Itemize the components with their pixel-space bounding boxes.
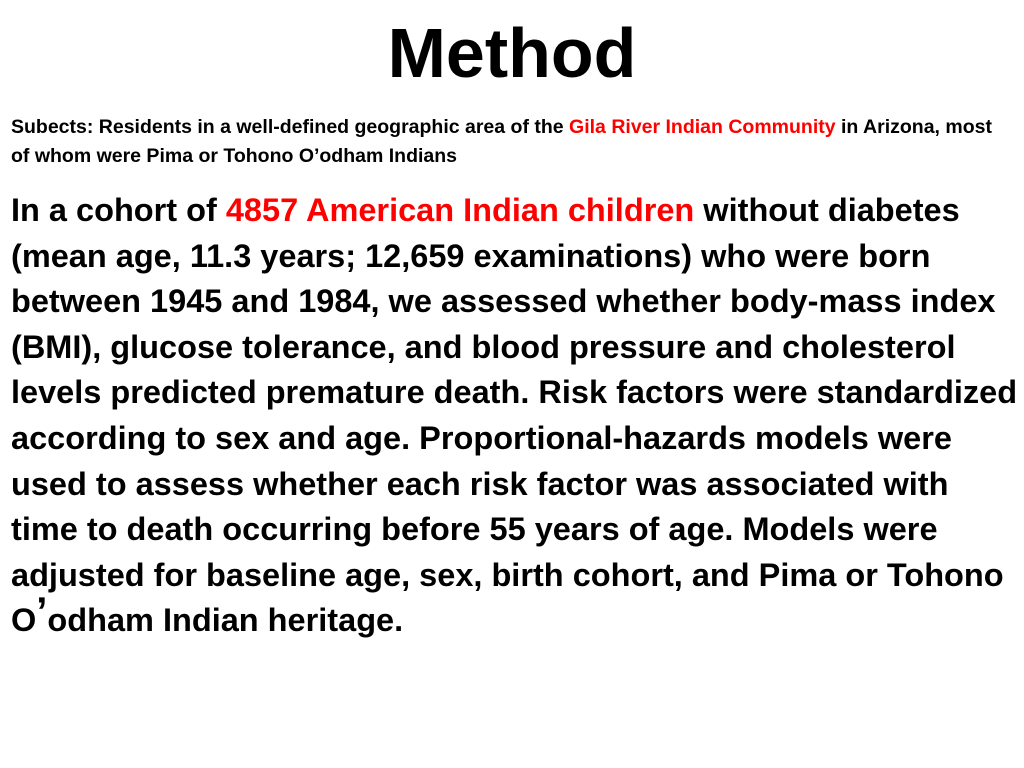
method-apostrophe: ’: [36, 590, 48, 635]
subjects-paragraph: [11, 113, 1011, 171]
subjects-highlight: Gila River Indian Community: [569, 116, 836, 138]
method-text-start: In a cohort of: [11, 192, 226, 228]
method-paragraph: [11, 188, 1019, 644]
subjects-text-end: in Arizona, most of whom were Pima or Tohono O’odham Indians: [11, 116, 992, 167]
method-text-middle: without diabetes (mean age, 11.3 years; 12,659 examinations) who were born between 1945 and 1984, we assessed whether body-mass index (BMI), glucose tolerance, and blood pressure and cholesterol levels predicted premature death. Risk factors were standardized according to sex and age. Proportional-hazards models were used to assess whether each risk factor was associated with time to death occurring before 55 years of age. Models were adjusted for baseline age, sex, birth cohort, and Pima or Tohono O: [11, 192, 1018, 639]
method-text-end: odham Indian heritage.: [47, 602, 404, 639]
method-highlight: 4857 American Indian children: [225, 192, 695, 228]
subjects-text-start: Subects: Residents in a well-defined geographic area of the: [11, 116, 570, 138]
slide-title: Method: [387, 14, 637, 92]
